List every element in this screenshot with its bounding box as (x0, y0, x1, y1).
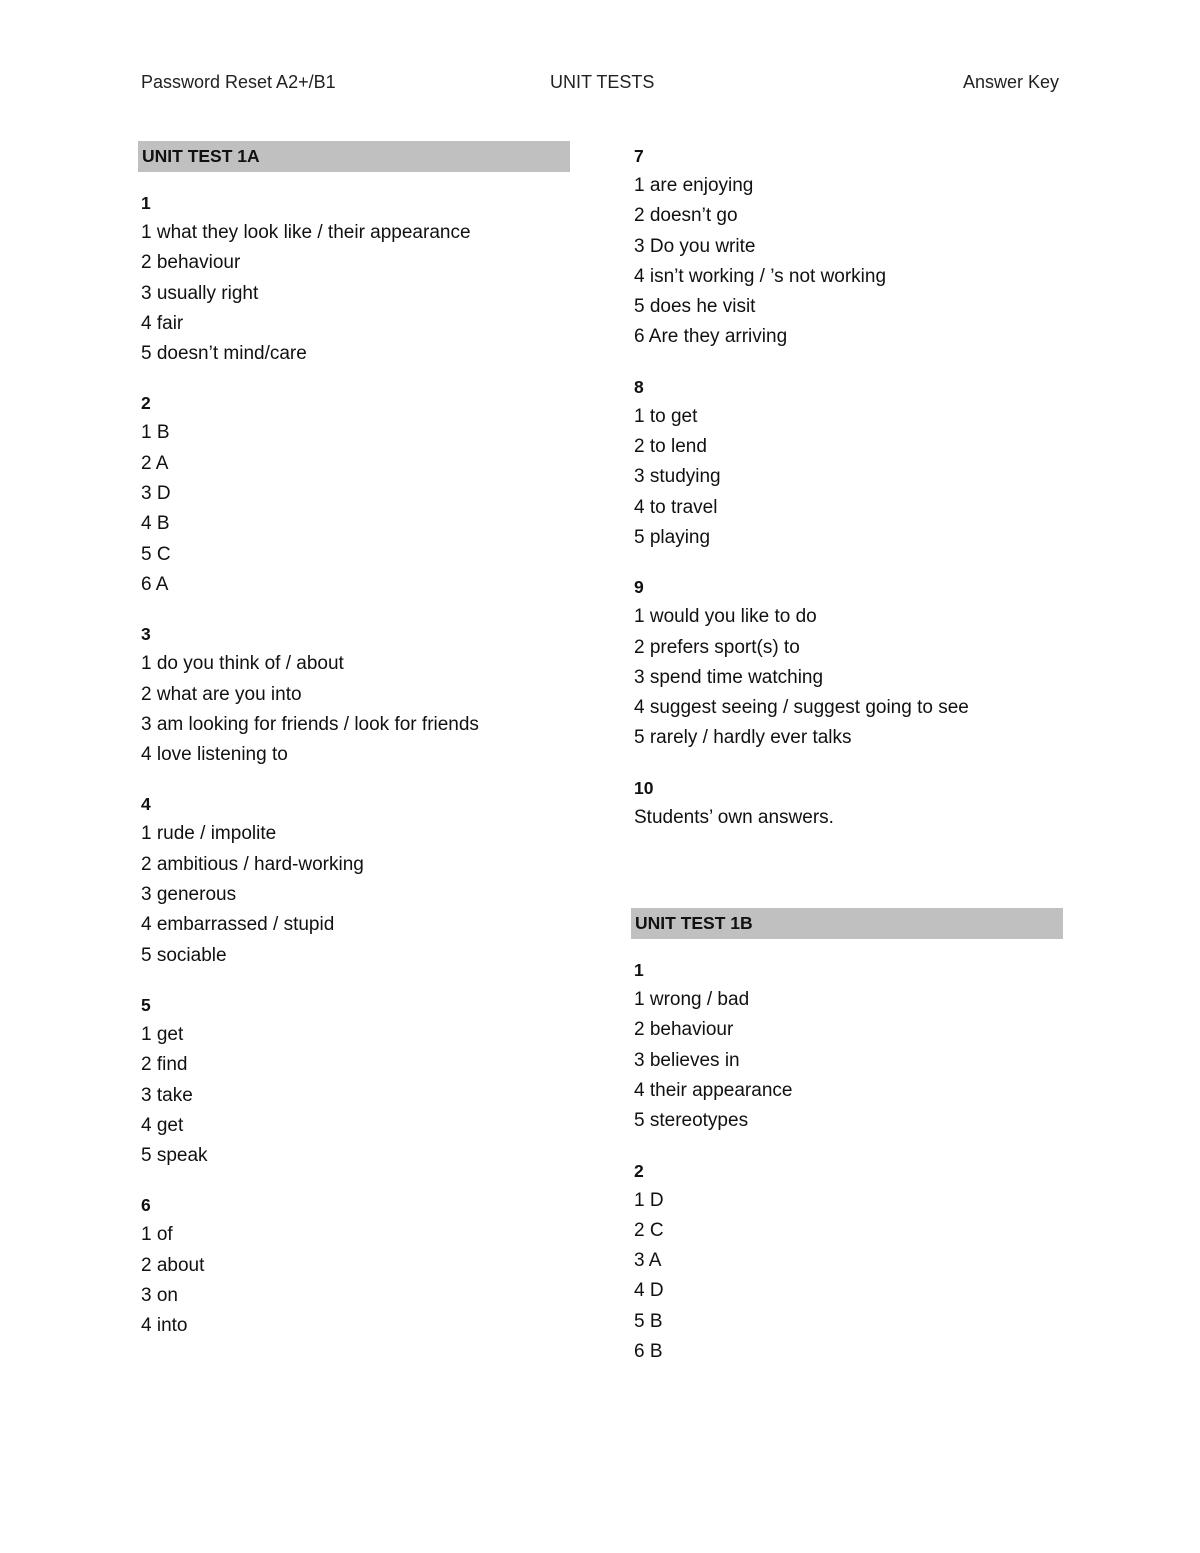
section-spacer (631, 852, 1063, 908)
unit-test-1a-banner: UNIT TEST 1A (138, 141, 570, 172)
section-number: 1 (634, 960, 644, 981)
answer-section (634, 1156, 1063, 1368)
unit-test-1b-sections (631, 955, 1063, 1367)
answer-item: 2 A (141, 452, 169, 474)
answer-item: 4 love listening to (141, 744, 288, 766)
answer-item: 5 C (141, 543, 171, 565)
answer-item: 4 to travel (634, 496, 718, 518)
answer-item: 3 am looking for friends / look for friends (141, 713, 479, 735)
answer-item: 5 sociable (141, 944, 227, 966)
answer-section (141, 188, 570, 369)
section-number: 3 (141, 624, 151, 645)
answer-section (634, 372, 1063, 553)
answer-section (141, 789, 570, 970)
answer-item: 1 of (141, 1224, 173, 1246)
answer-item: 2 doesn’t go (634, 205, 738, 227)
answer-section (141, 1190, 570, 1341)
answer-item: 4 B (141, 513, 170, 535)
answer-item: 3 D (141, 483, 171, 505)
section-number: 2 (141, 393, 151, 414)
unit-test-1a-sections (138, 188, 570, 1342)
answer-item: 3 Do you write (634, 235, 756, 257)
answer-item: 1 B (141, 422, 170, 444)
unit-test-1a-continued-sections (631, 141, 1063, 833)
answer-item: 5 B (634, 1310, 663, 1332)
answer-item: 3 believes in (634, 1049, 740, 1071)
header-section-title: UNIT TESTS (550, 72, 655, 92)
answer-section (634, 773, 1063, 833)
answer-item: 3 on (141, 1285, 178, 1307)
answer-item: 1 are enjoying (634, 175, 754, 196)
answer-item: 1 to get (634, 405, 698, 427)
unit-test-1b-banner: UNIT TEST 1B (631, 908, 1063, 939)
section-number: 6 (141, 1195, 151, 1216)
section-number: 7 (634, 146, 644, 166)
section-number: 1 (141, 193, 151, 213)
section-number: 10 (634, 777, 654, 798)
answer-item: 1 D (634, 1189, 664, 1211)
answer-item: 3 take (141, 1084, 193, 1106)
section-number: 9 (634, 577, 644, 598)
answer-item: 2 behaviour (141, 252, 241, 274)
answer-section (141, 990, 570, 1171)
answer-item: 5 speak (141, 1145, 208, 1167)
answer-item: 5 playing (634, 526, 711, 548)
answer-item: 4 their appearance (634, 1079, 793, 1101)
answer-item: 1 rude / impolite (141, 823, 277, 845)
answer-item: 2 C (634, 1219, 664, 1241)
answer-item: 2 what are you into (141, 683, 302, 705)
answer-item: 1 get (141, 1023, 184, 1045)
answer-item: 6 B (634, 1341, 663, 1363)
answer-item: 6 Are they arriving (634, 326, 788, 348)
answer-item: 3 studying (634, 466, 721, 488)
section-number: 8 (634, 376, 644, 397)
answer-item: 4 into (141, 1315, 188, 1337)
answer-item: 4 isn’t working / ’s not working (634, 265, 887, 287)
answer-item: 3 A (634, 1250, 662, 1272)
section-number: 5 (141, 994, 151, 1015)
answer-item: 2 behaviour (634, 1019, 734, 1041)
answer-item: 6 A (141, 573, 169, 595)
section-number: 4 (141, 794, 151, 815)
answer-item: 4 D (634, 1280, 664, 1302)
answer-item: 2 ambitious / hard-working (141, 853, 364, 875)
answer-item: 5 stereotypes (634, 1110, 749, 1132)
answer-item: Students’ own answers. (634, 806, 834, 828)
answer-item: 5 does he visit (634, 296, 756, 318)
answer-item: 1 would you like to do (634, 606, 817, 628)
answer-item: 2 about (141, 1254, 205, 1276)
answer-item: 5 rarely / hardly ever talks (634, 727, 852, 749)
answer-item: 3 usually right (141, 282, 259, 304)
answer-item: 4 fair (141, 312, 184, 334)
answer-item: 3 spend time watching (634, 666, 824, 688)
answer-item: 4 embarrassed / stupid (141, 914, 335, 936)
answer-section (634, 572, 1063, 753)
answer-item: 4 get (141, 1114, 184, 1136)
left-column (138, 141, 570, 1361)
answer-item: 3 generous (141, 884, 237, 906)
answer-section (634, 955, 1063, 1136)
answer-item: 4 suggest seeing / suggest going to see (634, 697, 969, 719)
answer-section (634, 141, 1063, 353)
answer-section (141, 388, 570, 600)
answer-item: 2 prefers sport(s) to (634, 636, 800, 658)
section-number: 2 (634, 1160, 644, 1181)
page-header (141, 72, 1059, 98)
answer-item: 2 find (141, 1054, 188, 1076)
answer-item: 5 doesn’t mind/care (141, 343, 307, 365)
header-course-title: Password Reset A2+/B1 (141, 72, 336, 92)
answer-item: 1 what they look like / their appearance (141, 222, 471, 243)
right-column (631, 141, 1063, 1386)
answer-item: 2 to lend (634, 436, 707, 458)
answer-item: 1 wrong / bad (634, 989, 750, 1011)
answer-section (141, 619, 570, 770)
header-doc-type: Answer Key (962, 72, 1059, 92)
answer-item: 1 do you think of / about (141, 653, 344, 675)
